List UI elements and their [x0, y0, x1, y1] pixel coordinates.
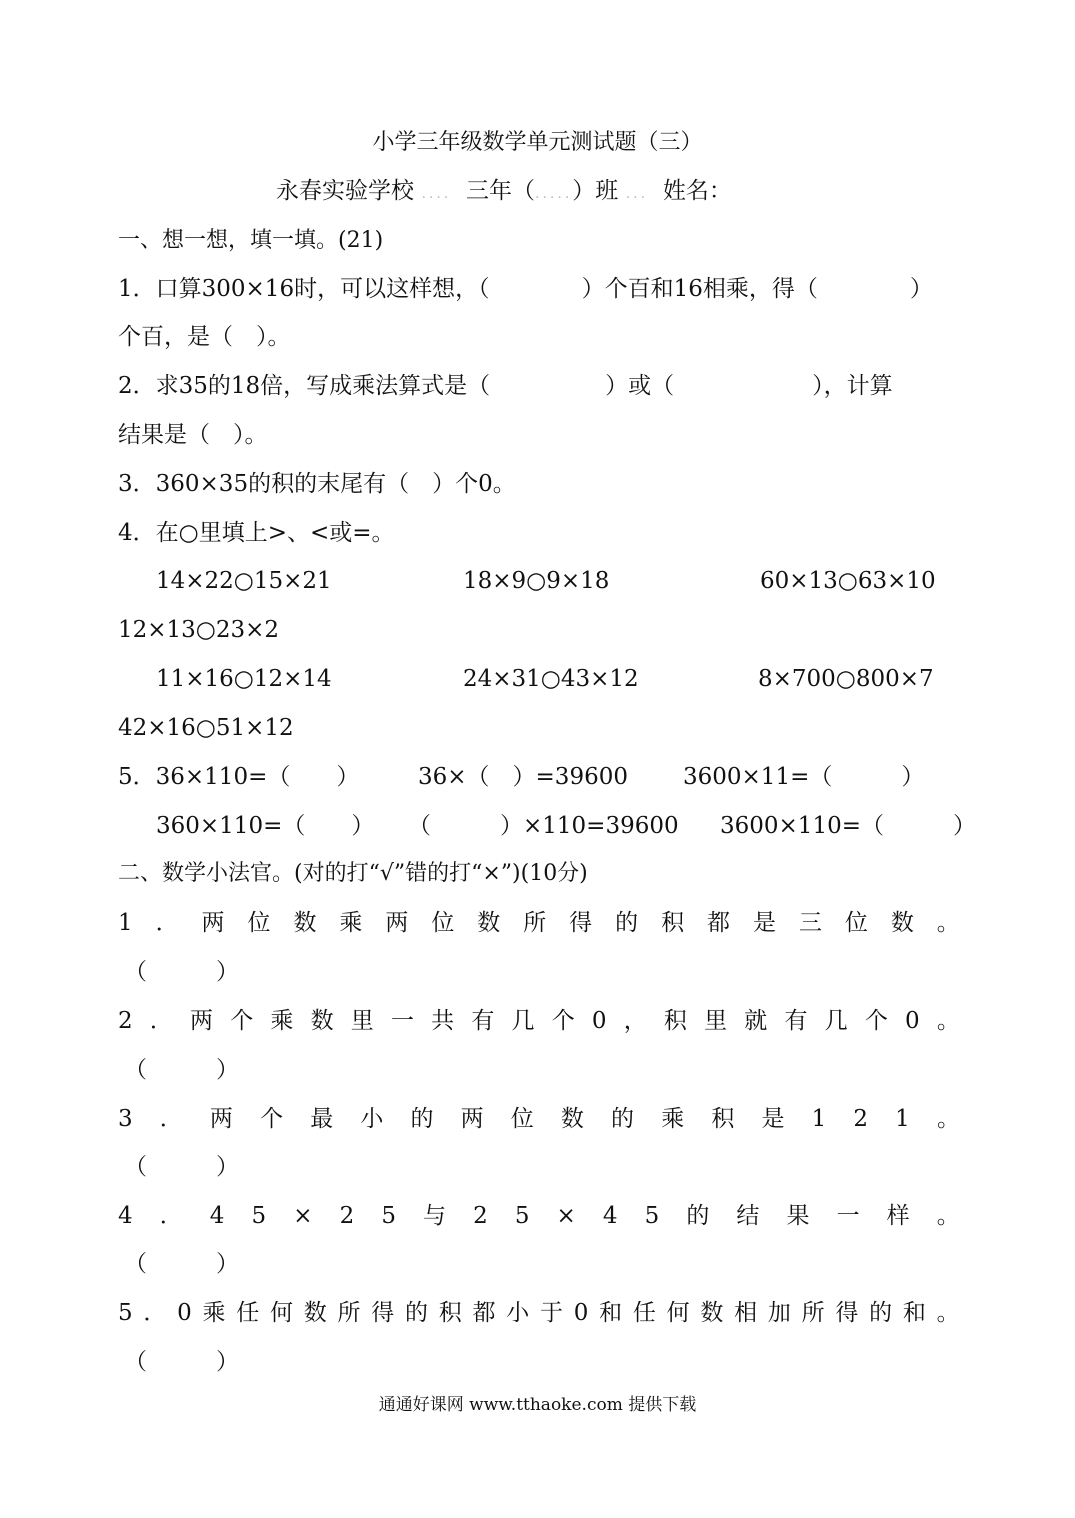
judge-char: 个 [260, 1106, 284, 1132]
judge-char: 与 [423, 1203, 447, 1229]
judge-char: 任 [236, 1300, 260, 1326]
judge-char: 里 [350, 1008, 374, 1034]
judge-char: 的 [615, 910, 639, 936]
compare-item: 11×16○12×14 [156, 666, 332, 692]
judge-char: 。 [936, 1300, 960, 1326]
judge-answer-blank: （ ） [124, 1251, 239, 1277]
question-2-line-2: 结果是（ ）。 [118, 422, 268, 448]
judge-char: × [556, 1203, 576, 1229]
judge-char: 1 [895, 1106, 910, 1132]
judge-char: 一 [836, 1203, 860, 1229]
judge-char: 共 [431, 1008, 455, 1034]
judge-char: ． [159, 1203, 183, 1229]
judge-char: 小 [360, 1106, 384, 1132]
judge-char: 4 [118, 1203, 133, 1229]
judge-char: 4 [209, 1203, 225, 1229]
judge-char: 样 [886, 1203, 910, 1229]
footer-source: 通通好课网 www.tthaoke.com 提供下载 [378, 1395, 697, 1415]
judge-char: 个 [864, 1008, 888, 1034]
judge-char: 数 [890, 910, 914, 936]
judge-char: 两 [209, 1106, 233, 1132]
judge-char: 0 [573, 1300, 589, 1326]
judge-char: 的 [410, 1106, 434, 1132]
judge-char: 得 [569, 910, 593, 936]
compare-item: 18×9○9×18 [463, 568, 610, 594]
judge-item-2 [118, 1006, 960, 1036]
judge-char: 积 [711, 1106, 735, 1132]
judge-char: 数 [310, 1008, 334, 1034]
judge-char: 2 [473, 1203, 488, 1229]
judge-char: 的 [869, 1300, 893, 1326]
judge-char: 2 [118, 1008, 133, 1034]
judge-char: 都 [472, 1300, 496, 1326]
judge-char: 相 [734, 1300, 758, 1326]
judge-answer-blank: （ ） [124, 1057, 239, 1083]
q5-item: （ ）×110=39600 [408, 813, 679, 839]
judge-char: 数 [293, 910, 317, 936]
judge-item-1 [118, 908, 960, 938]
judge-char: 有 [471, 1008, 495, 1034]
judge-char: 个 [551, 1008, 575, 1034]
judge-char: 5 [118, 1300, 133, 1326]
judge-char: ， [623, 1008, 647, 1034]
q5-item: 3600×11=（ ） [683, 764, 925, 790]
judge-char: ． [149, 1008, 173, 1034]
judge-char: 是 [761, 1106, 785, 1132]
judge-char: ． [143, 1300, 167, 1326]
judge-char: 得 [835, 1300, 859, 1326]
judge-char: 1 [118, 910, 133, 936]
judge-char: × [293, 1203, 313, 1229]
judge-char: 积 [663, 1008, 687, 1034]
judge-char: 结 [736, 1203, 760, 1229]
judge-char: ． [155, 910, 179, 936]
judge-char: 的 [686, 1203, 710, 1229]
judge-char: 的 [405, 1300, 429, 1326]
judge-char: 三 [798, 910, 822, 936]
judge-char: 两 [460, 1106, 484, 1132]
judge-char: 的 [611, 1106, 635, 1132]
judge-char: 小 [506, 1300, 530, 1326]
judge-char: 乘 [202, 1300, 226, 1326]
judge-char: 何 [270, 1300, 294, 1326]
judge-char: 于 [540, 1300, 564, 1326]
judge-char: 果 [786, 1203, 810, 1229]
judge-char: 位 [844, 910, 868, 936]
judge-char: 几 [511, 1008, 535, 1034]
grade-label: 三年（ [466, 178, 536, 204]
judge-item-3 [118, 1104, 960, 1134]
judge-char: 两 [190, 1008, 214, 1034]
judge-char: 和 [902, 1300, 926, 1326]
judge-char: 位 [247, 910, 271, 936]
judge-char: 最 [310, 1106, 334, 1132]
q5-item: 36×（ ）=39600 [418, 764, 628, 790]
judge-char: 个 [230, 1008, 254, 1034]
judge-char: 和 [599, 1300, 623, 1326]
header-line: 永春实验学校 .... 三年（.....）班 ... 姓名： [276, 178, 732, 204]
judge-char: 数 [700, 1300, 724, 1326]
judge-char: 5 [381, 1203, 396, 1229]
judge-char: 位 [510, 1106, 534, 1132]
judge-char: 。 [936, 910, 960, 936]
judge-char: 。 [936, 1106, 960, 1132]
judge-char: 5 [514, 1203, 530, 1229]
judge-char: 乘 [661, 1106, 685, 1132]
judge-char: 里 [704, 1008, 728, 1034]
judge-char: 加 [767, 1300, 791, 1326]
judge-char: 两 [385, 910, 409, 936]
judge-char: 有 [784, 1008, 808, 1034]
judge-char: 0 [591, 1008, 607, 1034]
page-title: 小学三年级数学单元测试题（三） [372, 130, 703, 155]
judge-char: 3 [118, 1106, 133, 1132]
judge-char: ． [159, 1106, 183, 1132]
judge-char: 1 [811, 1106, 827, 1132]
judge-char: 都 [707, 910, 731, 936]
judge-char: 5 [251, 1203, 267, 1229]
judge-char: 0 [177, 1300, 192, 1326]
compare-row-2b: 42×16○51×12 [118, 715, 294, 741]
judge-char: 4 [602, 1203, 618, 1229]
judge-answer-blank: （ ） [124, 1349, 239, 1375]
judge-char: 5 [644, 1203, 660, 1229]
judge-char: 所 [337, 1300, 361, 1326]
judge-char: 。 [936, 1203, 960, 1229]
judge-char: 几 [824, 1008, 848, 1034]
question-1-line-1: 1．口算300×16时，可以这样想，（ ）个百和16相乘，得（ ） [118, 276, 933, 302]
judge-char: 何 [666, 1300, 690, 1326]
q5-item: 360×110=（ ） [156, 813, 375, 839]
judge-char: 0 [905, 1008, 920, 1034]
question-2-line-1: 2．求35的18倍，写成乘法算式是（ ）或（ ），计算 [118, 373, 893, 399]
judge-answer-blank: （ ） [124, 959, 239, 985]
compare-item: 24×31○43×12 [463, 666, 639, 692]
name-label: 姓名： [662, 178, 732, 204]
judge-answer-blank: （ ） [124, 1154, 239, 1180]
judge-char: 一 [390, 1008, 414, 1034]
section-1-heading: 一、想一想，填一填。(21) [118, 228, 384, 253]
judge-item-4 [118, 1201, 960, 1231]
judge-char: 数 [560, 1106, 584, 1132]
judge-char: 。 [936, 1008, 960, 1034]
section-2-heading: 二、数学小法官。(对的打“√”错的打“×”)(10分) [118, 861, 588, 886]
class-label: ）班 [572, 178, 619, 204]
question-3: 3．360×35的积的末尾有（ ）个0。 [118, 471, 516, 497]
judge-char: 就 [744, 1008, 768, 1034]
judge-item-5 [118, 1298, 960, 1328]
question-4: 4．在○里填上>、<或=。 [118, 520, 395, 546]
school-name: 永春实验学校 [276, 178, 414, 204]
judge-char: 是 [752, 910, 776, 936]
compare-item: 60×13○63×10 [760, 568, 936, 594]
judge-char: 位 [431, 910, 455, 936]
judge-char: 2 [853, 1106, 869, 1132]
q5-item: 3600×110=（ ） [720, 813, 976, 839]
compare-item: 14×22○15×21 [156, 568, 332, 594]
judge-char: 得 [371, 1300, 395, 1326]
judge-char: 乘 [339, 910, 363, 936]
judge-char: 所 [523, 910, 547, 936]
judge-char: 积 [661, 910, 685, 936]
judge-char: 数 [303, 1300, 327, 1326]
judge-char: 乘 [270, 1008, 294, 1034]
judge-char: 积 [438, 1300, 462, 1326]
question-1-line-2: 个百，是（ ）。 [118, 324, 291, 350]
compare-item: 8×700○800×7 [758, 666, 934, 692]
judge-char: 两 [201, 910, 225, 936]
q5-item: 5．36×110=（ ） [118, 764, 360, 790]
compare-row-1b: 12×13○23×2 [118, 617, 280, 643]
judge-char: 任 [632, 1300, 656, 1326]
judge-char: 所 [801, 1300, 825, 1326]
judge-char: 数 [477, 910, 501, 936]
judge-char: 2 [339, 1203, 355, 1229]
